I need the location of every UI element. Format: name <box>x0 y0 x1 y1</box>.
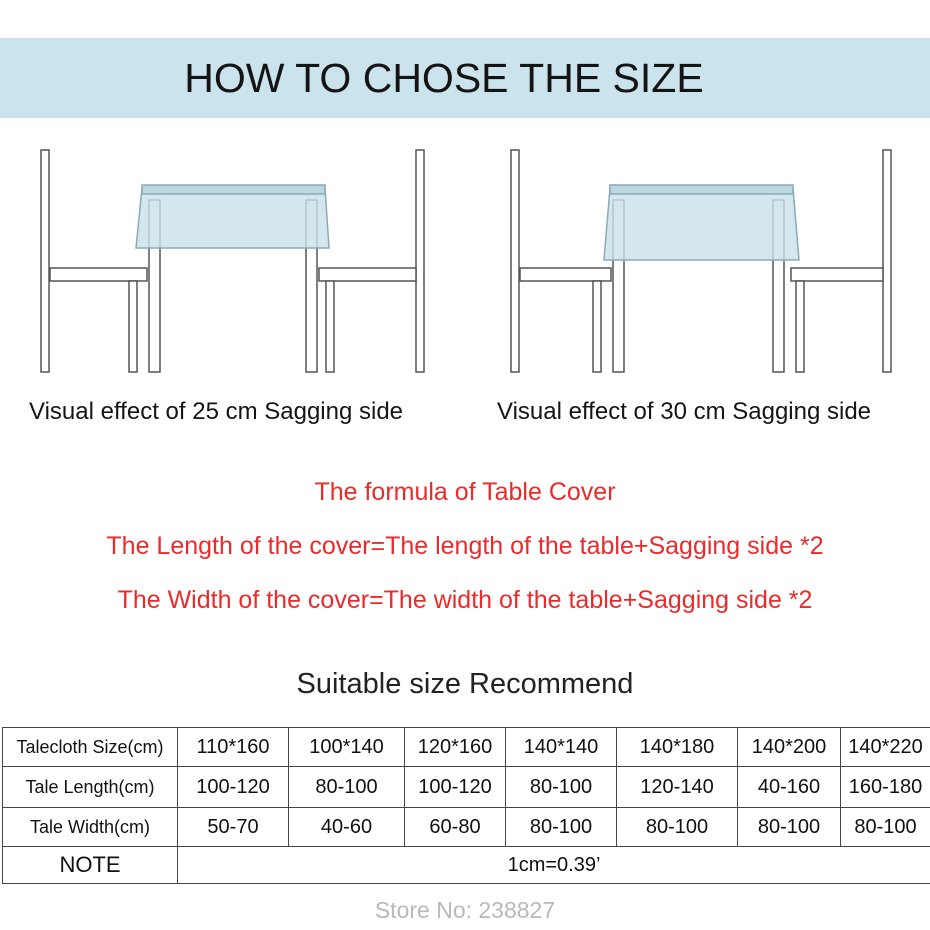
table-cell: 80-100 <box>289 767 405 808</box>
table-cell: 100*140 <box>289 728 405 767</box>
table-row-table-width <box>3 808 930 847</box>
table-cell: 80-100 <box>506 767 617 808</box>
left-chair-seat <box>520 268 611 281</box>
table-row-table-length <box>3 767 930 808</box>
illustration-25cm <box>30 140 470 380</box>
caption-30cm: Visual effect of 30 cm Sagging side <box>497 398 872 425</box>
table-cell: 110*160 <box>178 728 289 767</box>
table-cell: 60-80 <box>405 808 506 847</box>
table-cell: 120-140 <box>617 767 738 808</box>
table-cell: 100-120 <box>178 767 289 808</box>
illustration-30cm <box>490 140 930 380</box>
table-cell: 140*180 <box>617 728 738 767</box>
table-cell: 120*160 <box>405 728 506 767</box>
left-chair-back <box>41 150 49 372</box>
note-label: NOTE <box>3 847 178 884</box>
table-cell: 50-70 <box>178 808 289 847</box>
table-chairs-30cm-drawing <box>490 140 930 380</box>
table-cell: 160-180 <box>841 767 930 808</box>
right-chair-back <box>883 150 891 372</box>
left-chair-leg <box>129 281 137 372</box>
tablecloth-top <box>142 185 325 194</box>
table-cell: 140*220 <box>841 728 930 767</box>
left-chair-back <box>511 150 519 372</box>
formula-length: The Length of the cover=The length of the table+Sagging side *2 <box>106 532 824 560</box>
table-cell: 40-60 <box>289 808 405 847</box>
right-chair-leg <box>326 281 334 372</box>
left-chair-seat <box>50 268 147 281</box>
formula-width: The Width of the cover=The width of the table+Sagging side *2 <box>117 586 813 614</box>
table-cell: 80-100 <box>617 808 738 847</box>
left-chair-leg <box>593 281 601 372</box>
row-label: Tale Length(cm) <box>3 767 178 808</box>
page-title: HOW TO CHOSE THE SIZE <box>184 55 704 101</box>
table-cell: 80-100 <box>841 808 930 847</box>
right-chair-seat <box>319 268 416 281</box>
size-table <box>2 727 930 884</box>
tablecloth-drape <box>604 188 799 260</box>
table-cell: 140*200 <box>738 728 841 767</box>
right-chair-leg <box>796 281 804 372</box>
row-label: Tale Width(cm) <box>3 808 178 847</box>
table-row-note <box>3 847 930 884</box>
title-banner <box>0 38 930 118</box>
row-label: Talecloth Size(cm) <box>3 728 178 767</box>
tablecloth-top <box>610 185 793 194</box>
table-cell: 40-160 <box>738 767 841 808</box>
formula-heading: The formula of Table Cover <box>314 478 616 506</box>
note-value: 1cm=0.39’ <box>178 847 930 884</box>
table-row-tablecloth-size <box>3 728 930 767</box>
table-cell: 80-100 <box>738 808 841 847</box>
right-chair-back <box>416 150 424 372</box>
caption-25cm: Visual effect of 25 cm Sagging side <box>29 398 404 425</box>
table-cell: 80-100 <box>506 808 617 847</box>
right-chair-seat <box>791 268 883 281</box>
tablecloth-drape <box>136 188 329 248</box>
table-cell: 140*140 <box>506 728 617 767</box>
table-cell: 100-120 <box>405 767 506 808</box>
store-watermark: Store No: 238827 <box>374 897 556 923</box>
size-table-heading: Suitable size Recommend <box>296 668 634 700</box>
table-chairs-25cm-drawing <box>30 140 470 380</box>
